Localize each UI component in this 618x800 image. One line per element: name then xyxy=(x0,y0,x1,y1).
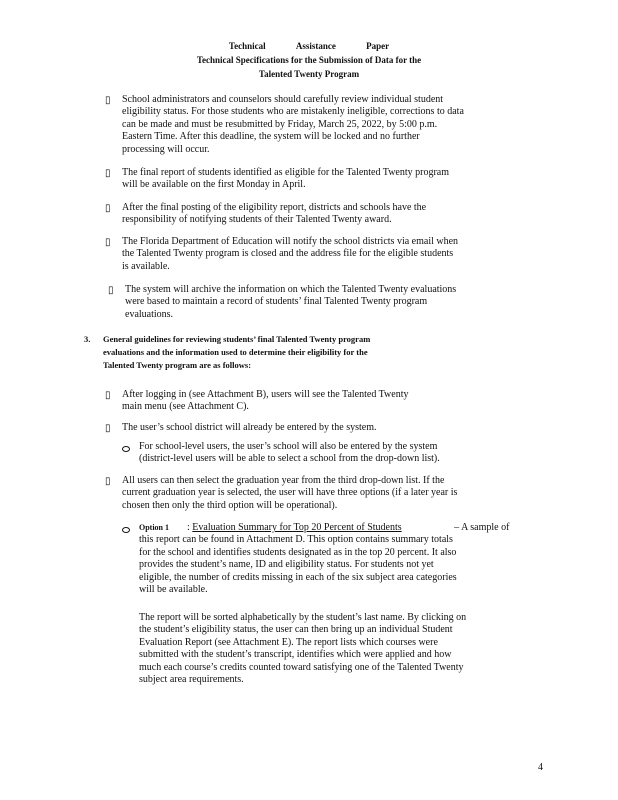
text-line: the student’s eligibility status, the user can then bring up an individual Student xyxy=(139,624,453,636)
text-line: After logging in (see Attachment B), users will see the Talented Twenty xyxy=(122,389,409,400)
heading-line: evaluations and the information used to determine their eligibility for the xyxy=(103,347,368,357)
text-line: will be available on the first Monday in April. xyxy=(122,179,306,191)
text-line: for the school and identifies students designated as in the top 20 percent. It also xyxy=(139,546,457,558)
doc-title-line-1 xyxy=(0,40,618,52)
text-line: Evaluation Report (see Attachment E). The report lists which courses were xyxy=(139,636,438,648)
text-line: School administrators and counselors should carefully review individual student xyxy=(122,94,444,105)
bullet-icon: ▯ xyxy=(105,237,111,248)
text-line: responsibility of notifying students of their Talented Twenty award. xyxy=(122,214,392,226)
text-line: The user’s school district will already be entered by the system. xyxy=(122,422,377,433)
page-number: 4 xyxy=(538,762,543,773)
bullet-icon: ▯ xyxy=(105,168,111,179)
title-word: Paper xyxy=(366,41,390,51)
option-title: Evaluation Summary for Top 20 Percent of Students xyxy=(192,522,402,533)
text-line: eligible, the number of credits missing in each of the six subject area categories xyxy=(139,571,457,583)
bullet-icon: ▯ xyxy=(105,95,111,106)
bullet-icon: ▯ xyxy=(105,203,111,214)
title-word: Technical xyxy=(228,41,266,51)
text-line: The report will be sorted alphabetically by the student’s last name. By clicking on xyxy=(139,612,467,623)
option-1-heading-line xyxy=(139,522,509,534)
text-line: (district-level users will be able to select a school from the drop-down list). xyxy=(139,453,440,465)
text-line: main menu (see Attachment C). xyxy=(122,401,249,413)
title-word: Assistance xyxy=(295,41,336,51)
text-line: For school-level users, the user’s school will also be entered by the system xyxy=(139,441,438,452)
text-line: Eastern Time. After this deadline, the system will be locked and no further xyxy=(122,131,420,143)
text-line: eligibility status. For those students who are mistakenly ineligible, corrections to data xyxy=(122,106,464,118)
text-line: this report can be found in Attachment D. This option contains summary totals xyxy=(139,534,453,546)
circle-bullet-icon xyxy=(122,527,130,533)
text-line: provides the student’s name, ID and eligibility status. For students not yet xyxy=(139,559,434,571)
text-line: The final report of students identified as eligible for the Talented Twenty program xyxy=(122,167,450,178)
text-line: will be available. xyxy=(139,584,208,595)
doc-title-line-2: Technical Specifications for the Submission of Data for the xyxy=(196,55,422,65)
text-line: All users can then select the graduation year from the third drop-down list. If the xyxy=(122,475,445,486)
text-line: much each course’s credits counted toward satisfying one of the Talented Twenty xyxy=(139,661,464,673)
text-line: the Talented Twenty program is closed and the address file for the eligible students xyxy=(122,248,454,260)
text-line: The system will archive the information on which the Talented Twenty evaluations xyxy=(125,284,457,295)
text-line: submitted with the student’s transcript, identifies which were applied and how xyxy=(139,649,452,661)
doc-title-line-3: Talented Twenty Program xyxy=(258,69,360,79)
text-line: chosen then only the third option will be operational). xyxy=(122,499,338,511)
option-colon: : xyxy=(187,522,190,533)
option-tail: – A sample of xyxy=(454,522,510,533)
bullet-icon: ▯ xyxy=(105,390,111,401)
text-line: After the final posting of the eligibility report, districts and schools have the xyxy=(122,202,427,213)
text-line: were based to maintain a record of students’ final Talented Twenty program xyxy=(125,296,428,308)
bullet-icon: ▯ xyxy=(108,285,114,296)
heading-line: General guidelines for reviewing students’ final Talented Twenty program xyxy=(103,334,371,344)
text-line: is available. xyxy=(122,260,170,272)
option-label: Option 1 xyxy=(139,523,170,532)
text-line: evaluations. xyxy=(125,308,174,320)
heading-line: Talented Twenty program are as follows: xyxy=(103,360,252,370)
bullet-icon: ▯ xyxy=(105,476,111,487)
bullet-icon: ▯ xyxy=(105,423,111,434)
text-line: processing will occur. xyxy=(122,143,210,155)
circle-bullet-icon xyxy=(122,446,130,452)
text-line: subject area requirements. xyxy=(139,674,244,685)
text-line: can be made and must be resubmitted by Friday, March 25, 2022, by 5:00 p.m. xyxy=(122,118,438,130)
text-line: The Florida Department of Education will notify the school districts via email when xyxy=(122,236,459,247)
section-number: 3. xyxy=(84,334,91,344)
text-line: current graduation year is selected, the user will have three options (if a later year is xyxy=(122,487,458,499)
